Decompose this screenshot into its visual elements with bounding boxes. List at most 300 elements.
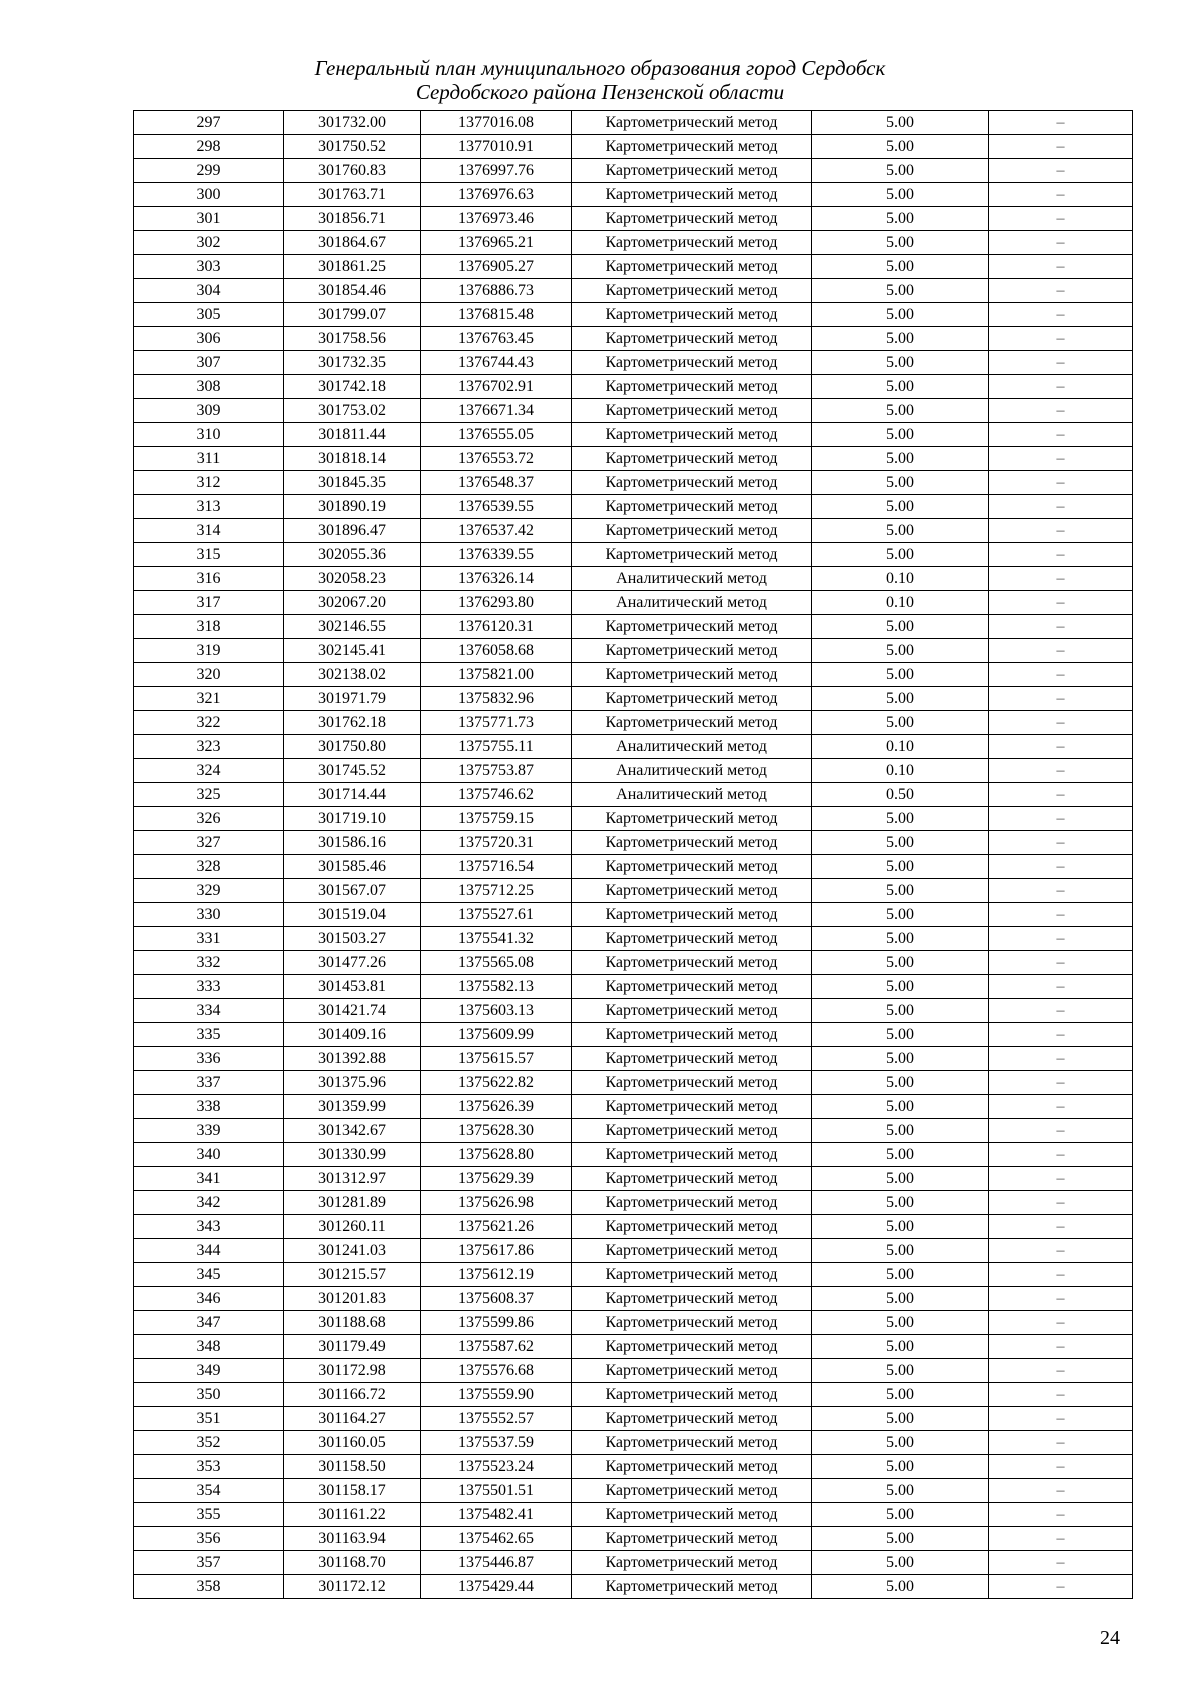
y-coordinate-cell: 1376548.37 <box>421 471 572 495</box>
point-number-cell: 308 <box>134 375 284 399</box>
method-cell: Картометрический метод <box>572 207 812 231</box>
x-coordinate-cell: 301241.03 <box>284 1239 421 1263</box>
y-coordinate-cell: 1376763.45 <box>421 327 572 351</box>
y-coordinate-cell: 1375501.51 <box>421 1479 572 1503</box>
x-coordinate-cell: 301168.70 <box>284 1551 421 1575</box>
table-row <box>134 327 1133 351</box>
point-number-cell: 321 <box>134 687 284 711</box>
table-row <box>134 231 1133 255</box>
y-coordinate-cell: 1375629.39 <box>421 1167 572 1191</box>
y-coordinate-cell: 1375482.41 <box>421 1503 572 1527</box>
x-coordinate-cell: 301158.17 <box>284 1479 421 1503</box>
note-cell: – <box>989 567 1133 591</box>
y-coordinate-cell: 1375628.30 <box>421 1119 572 1143</box>
note-cell: – <box>989 519 1133 543</box>
point-number-cell: 353 <box>134 1455 284 1479</box>
x-coordinate-cell: 301861.25 <box>284 255 421 279</box>
table-row <box>134 975 1133 999</box>
table-row <box>134 1551 1133 1575</box>
y-coordinate-cell: 1375552.57 <box>421 1407 572 1431</box>
method-cell: Картометрический метод <box>572 399 812 423</box>
note-cell: – <box>989 1191 1133 1215</box>
point-number-cell: 334 <box>134 999 284 1023</box>
y-coordinate-cell: 1376326.14 <box>421 567 572 591</box>
note-cell: – <box>989 1311 1133 1335</box>
point-number-cell: 298 <box>134 135 284 159</box>
table-row <box>134 783 1133 807</box>
note-cell: – <box>989 975 1133 999</box>
precision-cell: 5.00 <box>812 1191 989 1215</box>
table-row <box>134 423 1133 447</box>
precision-cell: 5.00 <box>812 807 989 831</box>
method-cell: Картометрический метод <box>572 927 812 951</box>
precision-cell: 5.00 <box>812 327 989 351</box>
note-cell: – <box>989 687 1133 711</box>
y-coordinate-cell: 1375759.15 <box>421 807 572 831</box>
method-cell: Аналитический метод <box>572 759 812 783</box>
note-cell: – <box>989 1407 1133 1431</box>
x-coordinate-cell: 301760.83 <box>284 159 421 183</box>
table-row <box>134 903 1133 927</box>
y-coordinate-cell: 1375615.57 <box>421 1047 572 1071</box>
table-row <box>134 1479 1133 1503</box>
note-cell: – <box>989 351 1133 375</box>
precision-cell: 5.00 <box>812 1119 989 1143</box>
method-cell: Картометрический метод <box>572 495 812 519</box>
note-cell: – <box>989 327 1133 351</box>
table-row <box>134 1407 1133 1431</box>
method-cell: Картометрический метод <box>572 1359 812 1383</box>
point-number-cell: 326 <box>134 807 284 831</box>
y-coordinate-cell: 1375746.62 <box>421 783 572 807</box>
note-cell: – <box>989 663 1133 687</box>
table-row <box>134 1095 1133 1119</box>
note-cell: – <box>989 1287 1133 1311</box>
x-coordinate-cell: 301375.96 <box>284 1071 421 1095</box>
method-cell: Картометрический метод <box>572 279 812 303</box>
precision-cell: 5.00 <box>812 303 989 327</box>
note-cell: – <box>989 711 1133 735</box>
x-coordinate-cell: 301750.80 <box>284 735 421 759</box>
table-row <box>134 159 1133 183</box>
table-row <box>134 1383 1133 1407</box>
precision-cell: 5.00 <box>812 375 989 399</box>
x-coordinate-cell: 301750.52 <box>284 135 421 159</box>
table-row <box>134 1431 1133 1455</box>
note-cell: – <box>989 1047 1133 1071</box>
note-cell: – <box>989 1527 1133 1551</box>
table-row <box>134 207 1133 231</box>
table-row <box>134 711 1133 735</box>
method-cell: Картометрический метод <box>572 687 812 711</box>
point-number-cell: 346 <box>134 1287 284 1311</box>
table-row <box>134 1191 1133 1215</box>
note-cell: – <box>989 951 1133 975</box>
point-number-cell: 355 <box>134 1503 284 1527</box>
x-coordinate-cell: 301745.52 <box>284 759 421 783</box>
note-cell: – <box>989 1119 1133 1143</box>
table-row <box>134 279 1133 303</box>
y-coordinate-cell: 1376702.91 <box>421 375 572 399</box>
method-cell: Картометрический метод <box>572 1143 812 1167</box>
y-coordinate-cell: 1376120.31 <box>421 615 572 639</box>
table-row <box>134 1311 1133 1335</box>
table-row <box>134 1047 1133 1071</box>
table-row <box>134 999 1133 1023</box>
point-number-cell: 329 <box>134 879 284 903</box>
method-cell: Картометрический метод <box>572 1191 812 1215</box>
method-cell: Картометрический метод <box>572 615 812 639</box>
point-number-cell: 316 <box>134 567 284 591</box>
method-cell: Картометрический метод <box>572 1503 812 1527</box>
method-cell: Картометрический метод <box>572 1167 812 1191</box>
point-number-cell: 318 <box>134 615 284 639</box>
table-row <box>134 1239 1133 1263</box>
table-row <box>134 831 1133 855</box>
x-coordinate-cell: 301896.47 <box>284 519 421 543</box>
table-row <box>134 1119 1133 1143</box>
table-row <box>134 879 1133 903</box>
x-coordinate-cell: 301188.68 <box>284 1311 421 1335</box>
y-coordinate-cell: 1375628.80 <box>421 1143 572 1167</box>
method-cell: Картометрический метод <box>572 903 812 927</box>
y-coordinate-cell: 1375523.24 <box>421 1455 572 1479</box>
coordinates-table-body <box>134 111 1133 1599</box>
method-cell: Картометрический метод <box>572 1119 812 1143</box>
precision-cell: 5.00 <box>812 351 989 375</box>
table-row <box>134 303 1133 327</box>
x-coordinate-cell: 301453.81 <box>284 975 421 999</box>
method-cell: Картометрический метод <box>572 471 812 495</box>
y-coordinate-cell: 1376293.80 <box>421 591 572 615</box>
page-number: 24 <box>1100 1627 1120 1649</box>
precision-cell: 5.00 <box>812 1071 989 1095</box>
table-row <box>134 1575 1133 1599</box>
method-cell: Картометрический метод <box>572 831 812 855</box>
precision-cell: 5.00 <box>812 951 989 975</box>
precision-cell: 5.00 <box>812 447 989 471</box>
x-coordinate-cell: 302058.23 <box>284 567 421 591</box>
point-number-cell: 312 <box>134 471 284 495</box>
precision-cell: 5.00 <box>812 639 989 663</box>
method-cell: Картометрический метод <box>572 1287 812 1311</box>
x-coordinate-cell: 301732.00 <box>284 111 421 135</box>
x-coordinate-cell: 301281.89 <box>284 1191 421 1215</box>
method-cell: Картометрический метод <box>572 183 812 207</box>
x-coordinate-cell: 301586.16 <box>284 831 421 855</box>
y-coordinate-cell: 1375462.65 <box>421 1527 572 1551</box>
precision-cell: 5.00 <box>812 1167 989 1191</box>
x-coordinate-cell: 301409.16 <box>284 1023 421 1047</box>
x-coordinate-cell: 302145.41 <box>284 639 421 663</box>
point-number-cell: 352 <box>134 1431 284 1455</box>
table-row <box>134 1167 1133 1191</box>
method-cell: Картометрический метод <box>572 663 812 687</box>
precision-cell: 5.00 <box>812 663 989 687</box>
note-cell: – <box>989 927 1133 951</box>
point-number-cell: 341 <box>134 1167 284 1191</box>
method-cell: Картометрический метод <box>572 1407 812 1431</box>
x-coordinate-cell: 301742.18 <box>284 375 421 399</box>
table-row <box>134 183 1133 207</box>
y-coordinate-cell: 1375559.90 <box>421 1383 572 1407</box>
x-coordinate-cell: 301714.44 <box>284 783 421 807</box>
point-number-cell: 350 <box>134 1383 284 1407</box>
method-cell: Картометрический метод <box>572 231 812 255</box>
note-cell: – <box>989 615 1133 639</box>
y-coordinate-cell: 1375755.11 <box>421 735 572 759</box>
note-cell: – <box>989 231 1133 255</box>
precision-cell: 5.00 <box>812 687 989 711</box>
method-cell: Картометрический метод <box>572 543 812 567</box>
note-cell: – <box>989 807 1133 831</box>
precision-cell: 5.00 <box>812 183 989 207</box>
point-number-cell: 336 <box>134 1047 284 1071</box>
note-cell: – <box>989 1575 1133 1599</box>
method-cell: Картометрический метод <box>572 423 812 447</box>
x-coordinate-cell: 301215.57 <box>284 1263 421 1287</box>
y-coordinate-cell: 1375771.73 <box>421 711 572 735</box>
y-coordinate-cell: 1376997.76 <box>421 159 572 183</box>
x-coordinate-cell: 301161.22 <box>284 1503 421 1527</box>
y-coordinate-cell: 1376905.27 <box>421 255 572 279</box>
table-row <box>134 1455 1133 1479</box>
y-coordinate-cell: 1375720.31 <box>421 831 572 855</box>
method-cell: Картометрический метод <box>572 1335 812 1359</box>
note-cell: – <box>989 183 1133 207</box>
point-number-cell: 345 <box>134 1263 284 1287</box>
precision-cell: 5.00 <box>812 543 989 567</box>
note-cell: – <box>989 1095 1133 1119</box>
x-coordinate-cell: 301392.88 <box>284 1047 421 1071</box>
x-coordinate-cell: 301342.67 <box>284 1119 421 1143</box>
note-cell: – <box>989 1359 1133 1383</box>
method-cell: Картометрический метод <box>572 1215 812 1239</box>
y-coordinate-cell: 1375626.39 <box>421 1095 572 1119</box>
y-coordinate-cell: 1376553.72 <box>421 447 572 471</box>
note-cell: – <box>989 1383 1133 1407</box>
table-row <box>134 1023 1133 1047</box>
note-cell: – <box>989 1239 1133 1263</box>
note-cell: – <box>989 1335 1133 1359</box>
y-coordinate-cell: 1376555.05 <box>421 423 572 447</box>
point-number-cell: 356 <box>134 1527 284 1551</box>
precision-cell: 5.00 <box>812 495 989 519</box>
table-row <box>134 1359 1133 1383</box>
point-number-cell: 331 <box>134 927 284 951</box>
note-cell: – <box>989 855 1133 879</box>
x-coordinate-cell: 301856.71 <box>284 207 421 231</box>
point-number-cell: 313 <box>134 495 284 519</box>
table-row <box>134 663 1133 687</box>
note-cell: – <box>989 999 1133 1023</box>
point-number-cell: 305 <box>134 303 284 327</box>
y-coordinate-cell: 1376973.46 <box>421 207 572 231</box>
note-cell: – <box>989 1503 1133 1527</box>
method-cell: Картометрический метод <box>572 639 812 663</box>
point-number-cell: 343 <box>134 1215 284 1239</box>
point-number-cell: 309 <box>134 399 284 423</box>
method-cell: Аналитический метод <box>572 735 812 759</box>
point-number-cell: 303 <box>134 255 284 279</box>
point-number-cell: 307 <box>134 351 284 375</box>
point-number-cell: 301 <box>134 207 284 231</box>
note-cell: – <box>989 1455 1133 1479</box>
note-cell: – <box>989 759 1133 783</box>
point-number-cell: 325 <box>134 783 284 807</box>
x-coordinate-cell: 301330.99 <box>284 1143 421 1167</box>
y-coordinate-cell: 1375832.96 <box>421 687 572 711</box>
note-cell: – <box>989 279 1133 303</box>
method-cell: Картометрический метод <box>572 351 812 375</box>
table-row <box>134 927 1133 951</box>
method-cell: Картометрический метод <box>572 1095 812 1119</box>
precision-cell: 5.00 <box>812 399 989 423</box>
y-coordinate-cell: 1375446.87 <box>421 1551 572 1575</box>
table-row <box>134 255 1133 279</box>
x-coordinate-cell: 301477.26 <box>284 951 421 975</box>
table-row <box>134 567 1133 591</box>
precision-cell: 5.00 <box>812 999 989 1023</box>
point-number-cell: 302 <box>134 231 284 255</box>
table-row <box>134 135 1133 159</box>
y-coordinate-cell: 1375712.25 <box>421 879 572 903</box>
table-row <box>134 591 1133 615</box>
y-coordinate-cell: 1375599.86 <box>421 1311 572 1335</box>
point-number-cell: 339 <box>134 1119 284 1143</box>
note-cell: – <box>989 903 1133 927</box>
method-cell: Аналитический метод <box>572 591 812 615</box>
y-coordinate-cell: 1376744.43 <box>421 351 572 375</box>
table-row <box>134 951 1133 975</box>
precision-cell: 5.00 <box>812 1215 989 1239</box>
table-row <box>134 615 1133 639</box>
note-cell: – <box>989 1479 1133 1503</box>
precision-cell: 5.00 <box>812 1311 989 1335</box>
point-number-cell: 311 <box>134 447 284 471</box>
table-row <box>134 759 1133 783</box>
table-row <box>134 735 1133 759</box>
method-cell: Картометрический метод <box>572 1047 812 1071</box>
point-number-cell: 342 <box>134 1191 284 1215</box>
y-coordinate-cell: 1375621.26 <box>421 1215 572 1239</box>
precision-cell: 5.00 <box>812 1263 989 1287</box>
point-number-cell: 330 <box>134 903 284 927</box>
x-coordinate-cell: 301359.99 <box>284 1095 421 1119</box>
table-row <box>134 1263 1133 1287</box>
note-cell: – <box>989 1023 1133 1047</box>
x-coordinate-cell: 301519.04 <box>284 903 421 927</box>
precision-cell: 5.00 <box>812 975 989 999</box>
note-cell: – <box>989 879 1133 903</box>
method-cell: Картометрический метод <box>572 255 812 279</box>
precision-cell: 0.10 <box>812 567 989 591</box>
table-row <box>134 1287 1133 1311</box>
note-cell: – <box>989 423 1133 447</box>
table-row <box>134 1527 1133 1551</box>
y-coordinate-cell: 1375608.37 <box>421 1287 572 1311</box>
method-cell: Картометрический метод <box>572 1263 812 1287</box>
method-cell: Картометрический метод <box>572 951 812 975</box>
method-cell: Картометрический метод <box>572 1311 812 1335</box>
method-cell: Картометрический метод <box>572 111 812 135</box>
note-cell: – <box>989 1143 1133 1167</box>
x-coordinate-cell: 301172.98 <box>284 1359 421 1383</box>
method-cell: Картометрический метод <box>572 711 812 735</box>
point-number-cell: 299 <box>134 159 284 183</box>
point-number-cell: 317 <box>134 591 284 615</box>
x-coordinate-cell: 301890.19 <box>284 495 421 519</box>
point-number-cell: 337 <box>134 1071 284 1095</box>
x-coordinate-cell: 302146.55 <box>284 615 421 639</box>
precision-cell: 5.00 <box>812 1359 989 1383</box>
y-coordinate-cell: 1376058.68 <box>421 639 572 663</box>
x-coordinate-cell: 301845.35 <box>284 471 421 495</box>
point-number-cell: 335 <box>134 1023 284 1047</box>
precision-cell: 0.10 <box>812 735 989 759</box>
method-cell: Картометрический метод <box>572 159 812 183</box>
point-number-cell: 320 <box>134 663 284 687</box>
note-cell: – <box>989 135 1133 159</box>
x-coordinate-cell: 301312.97 <box>284 1167 421 1191</box>
y-coordinate-cell: 1377010.91 <box>421 135 572 159</box>
point-number-cell: 338 <box>134 1095 284 1119</box>
point-number-cell: 349 <box>134 1359 284 1383</box>
x-coordinate-cell: 301763.71 <box>284 183 421 207</box>
precision-cell: 5.00 <box>812 1527 989 1551</box>
precision-cell: 5.00 <box>812 231 989 255</box>
y-coordinate-cell: 1375541.32 <box>421 927 572 951</box>
note-cell: – <box>989 1551 1133 1575</box>
x-coordinate-cell: 301503.27 <box>284 927 421 951</box>
header-title-line-2: Сердобского района Пензенской области <box>415 80 785 104</box>
precision-cell: 5.00 <box>812 1503 989 1527</box>
table-row <box>134 687 1133 711</box>
precision-cell: 5.00 <box>812 135 989 159</box>
point-number-cell: 357 <box>134 1551 284 1575</box>
table-row <box>134 1335 1133 1359</box>
point-number-cell: 351 <box>134 1407 284 1431</box>
precision-cell: 5.00 <box>812 855 989 879</box>
precision-cell: 5.00 <box>812 1431 989 1455</box>
y-coordinate-cell: 1375576.68 <box>421 1359 572 1383</box>
x-coordinate-cell: 302055.36 <box>284 543 421 567</box>
precision-cell: 5.00 <box>812 1575 989 1599</box>
y-coordinate-cell: 1376976.63 <box>421 183 572 207</box>
precision-cell: 5.00 <box>812 1479 989 1503</box>
x-coordinate-cell: 301201.83 <box>284 1287 421 1311</box>
x-coordinate-cell: 301719.10 <box>284 807 421 831</box>
note-cell: – <box>989 375 1133 399</box>
y-coordinate-cell: 1375626.98 <box>421 1191 572 1215</box>
note-cell: – <box>989 783 1133 807</box>
note-cell: – <box>989 639 1133 663</box>
table-row <box>134 471 1133 495</box>
note-cell: – <box>989 255 1133 279</box>
method-cell: Картометрический метод <box>572 447 812 471</box>
y-coordinate-cell: 1376537.42 <box>421 519 572 543</box>
precision-cell: 5.00 <box>812 279 989 303</box>
note-cell: – <box>989 543 1133 567</box>
precision-cell: 5.00 <box>812 159 989 183</box>
x-coordinate-cell: 302067.20 <box>284 591 421 615</box>
precision-cell: 5.00 <box>812 927 989 951</box>
table-row <box>134 519 1133 543</box>
method-cell: Картометрический метод <box>572 1431 812 1455</box>
point-number-cell: 327 <box>134 831 284 855</box>
precision-cell: 5.00 <box>812 1287 989 1311</box>
method-cell: Картометрический метод <box>572 1023 812 1047</box>
